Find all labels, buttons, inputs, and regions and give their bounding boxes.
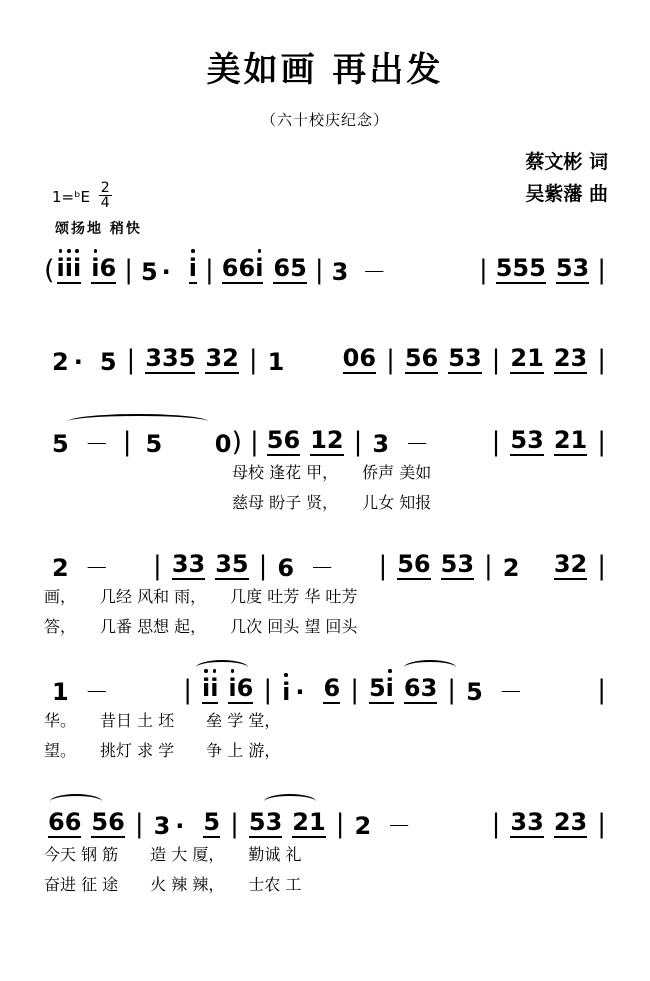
- barline: |: [122, 427, 132, 457]
- lyric-verse-2: 答， 几番 思想 起， 几次 回头 望 回头: [44, 616, 358, 636]
- note-group: 3: [265, 808, 283, 836]
- lyric-verse-1: 母校 逢花 甲， 侨声 美如: [232, 462, 432, 482]
- note-group: 2: [292, 808, 309, 836]
- note-group: 2: [553, 426, 571, 454]
- barline: |: [378, 551, 388, 581]
- note-group: 0: [342, 344, 360, 372]
- slur: [404, 660, 456, 675]
- note-group: 1: [527, 344, 544, 372]
- note-group: 6: [64, 808, 82, 836]
- phrase-open-paren: (: [44, 255, 55, 286]
- barline: |: [314, 255, 324, 285]
- barline: |: [250, 427, 259, 457]
- note-group: i: [64, 254, 74, 282]
- system-5: [0, 660, 650, 764]
- barline: |: [597, 551, 606, 581]
- page-subtitle: （六十校庆纪念）: [260, 111, 389, 129]
- system-2: [0, 330, 650, 374]
- note-group: i: [56, 254, 65, 282]
- note-group: 5: [448, 344, 465, 372]
- note-group: 3: [457, 550, 475, 578]
- note-group: 5: [397, 550, 414, 578]
- note: 3: [153, 812, 171, 840]
- note-group: 2: [222, 344, 239, 372]
- note-group: 2: [326, 426, 344, 454]
- barline: |: [124, 255, 133, 285]
- note-group: 5: [178, 344, 196, 372]
- note-group: 3: [527, 426, 544, 454]
- note-group: 2: [510, 344, 528, 372]
- note: 2: [52, 348, 69, 376]
- barline: |: [597, 809, 606, 839]
- system-2-notes: [0, 330, 650, 374]
- barline: |: [491, 809, 501, 839]
- note-group: 5: [266, 426, 284, 454]
- barline: |: [230, 809, 239, 839]
- sustain-dash: －: [362, 258, 387, 286]
- note-group: 5: [510, 426, 528, 454]
- note: 1: [267, 348, 285, 376]
- note-group: 5: [404, 344, 422, 372]
- slur: [196, 660, 248, 675]
- sustain-dash: －: [387, 812, 412, 840]
- lyric-line: [0, 868, 650, 898]
- lyric-line: [0, 456, 650, 486]
- barline: |: [263, 675, 273, 705]
- lyric-line: [0, 580, 650, 610]
- sheet-music-page: [0, 42, 650, 981]
- lyric-line: [0, 838, 650, 868]
- barline: |: [491, 427, 501, 457]
- augmentation-dot: ·: [175, 812, 185, 840]
- note-group: 3: [570, 344, 588, 372]
- note-group: i: [255, 254, 264, 282]
- note-group: 6: [421, 344, 439, 372]
- note-group: 2: [570, 550, 588, 578]
- barline: |: [183, 675, 192, 705]
- sustain-dash: －: [84, 430, 109, 458]
- note-group: 6: [221, 254, 239, 282]
- note-group: i: [91, 254, 100, 282]
- note-group: 3: [162, 344, 179, 372]
- barline: |: [597, 427, 606, 457]
- barline: |: [447, 675, 457, 705]
- note-group: 5: [248, 808, 266, 836]
- note-group: 5: [529, 254, 546, 282]
- note-group: 6: [238, 254, 256, 282]
- barline: |: [597, 345, 606, 375]
- lyric-line: [0, 734, 650, 764]
- lyric-line: [0, 610, 650, 640]
- note-group: 3: [145, 344, 162, 372]
- time-signature-numerator: 2: [100, 180, 110, 196]
- barline: |: [597, 675, 607, 705]
- note-group: 6: [413, 550, 431, 578]
- barline: |: [350, 675, 359, 705]
- note-group: 5: [91, 808, 109, 836]
- lyric-verse-2: 慈母 盼子 贤， 儿女 知报: [232, 492, 432, 512]
- note-group: 3: [420, 674, 438, 702]
- barline: |: [205, 255, 214, 285]
- system-3-notes: [0, 412, 650, 456]
- note: 3: [331, 258, 349, 286]
- tempo-marking: 颂扬地 稍快: [55, 221, 142, 237]
- note-group: 3: [527, 808, 544, 836]
- lyric-verse-1: 今天 钢 筋 造 大 厦， 勤诚 礼: [44, 844, 302, 864]
- note-group: 3: [188, 550, 206, 578]
- composer-credit: 吴紫藩 曲: [525, 183, 608, 206]
- note-group: 2: [553, 344, 571, 372]
- note-group: 5: [495, 254, 513, 282]
- note: 5: [203, 808, 221, 836]
- barline: |: [335, 809, 345, 839]
- lyric-line: [0, 486, 650, 516]
- barline: |: [153, 551, 162, 581]
- lyric-verse-2: 奋进 征 途 火 辣 辣， 士农 工: [44, 874, 302, 894]
- note: i: [282, 678, 291, 706]
- barline: |: [491, 345, 501, 375]
- system-4: [0, 536, 650, 640]
- note-group: 5: [512, 254, 530, 282]
- sustain-dash: －: [310, 554, 335, 582]
- note-group: i: [228, 674, 237, 702]
- augmentation-dot: ·: [295, 678, 305, 706]
- note-group: 6: [236, 674, 254, 702]
- note-group: i: [385, 674, 394, 702]
- note: i: [188, 254, 198, 282]
- note: 5: [52, 430, 69, 458]
- lyricist-credit: 蔡文彬 词: [525, 151, 608, 173]
- barline: |: [126, 345, 136, 375]
- note: 2: [52, 554, 69, 582]
- sustain-dash: －: [498, 678, 523, 706]
- barline: |: [134, 809, 144, 839]
- time-signature-denominator: 4: [100, 195, 110, 211]
- note-group: 6: [403, 674, 421, 702]
- note-group: 3: [171, 550, 189, 578]
- barline: |: [597, 255, 606, 285]
- credits: [525, 146, 608, 211]
- note: 2: [354, 812, 372, 840]
- note: 3: [372, 430, 390, 458]
- note-group: 1: [570, 426, 588, 454]
- note-group: 3: [205, 344, 223, 372]
- note-group: 3: [464, 344, 482, 372]
- note: 6: [277, 554, 295, 582]
- page-title: 美如画 再出发: [206, 50, 444, 90]
- time-signature: [99, 181, 112, 210]
- note-group: 6: [108, 808, 125, 836]
- note-group: i: [201, 674, 211, 702]
- note-group: 6: [48, 808, 65, 836]
- note-group: 1: [308, 808, 326, 836]
- note: 2: [502, 554, 520, 582]
- note-group: 3: [510, 808, 528, 836]
- augmentation-dot: ·: [161, 258, 171, 286]
- lyric-verse-2: 望。 挑灯 求 学 争 上 游，: [44, 740, 281, 760]
- note-group: 6: [283, 426, 301, 454]
- note: 5: [140, 258, 158, 286]
- lyric-verse-1: 华。 昔日 土 坯 垒 学 堂，: [44, 710, 281, 730]
- note-group: 5: [368, 674, 386, 702]
- note-group: 2: [553, 808, 571, 836]
- system-6: [0, 794, 650, 898]
- note: 5: [99, 348, 117, 376]
- system-4-notes: [0, 536, 650, 580]
- barline: |: [484, 551, 493, 581]
- augmentation-dot: ·: [73, 348, 83, 376]
- note-group: 6: [99, 254, 117, 282]
- barline: |: [386, 345, 395, 375]
- note-group: 6: [359, 344, 377, 372]
- note: 5: [466, 678, 483, 706]
- note-group: 5: [231, 550, 249, 578]
- note-group: 5: [440, 550, 458, 578]
- phrase-close-paren: ): [231, 427, 243, 458]
- note-group: i: [73, 254, 82, 282]
- barline: |: [353, 427, 363, 457]
- note: 6: [323, 674, 341, 702]
- system-5-notes: [0, 660, 650, 704]
- barline: |: [258, 551, 268, 581]
- barline: |: [478, 255, 488, 285]
- lyric-line: [0, 704, 650, 734]
- slur: [264, 794, 316, 809]
- sustain-dash: －: [405, 430, 430, 458]
- barline: |: [248, 345, 258, 375]
- system-1: [0, 240, 650, 284]
- slur: [68, 414, 208, 429]
- note-group: 3: [553, 550, 571, 578]
- note-group: 5: [290, 254, 307, 282]
- key-signature: 1=ᵇE: [52, 187, 91, 206]
- note: 5: [145, 430, 163, 458]
- system-3: [0, 412, 650, 516]
- system-1-notes: [0, 240, 650, 284]
- note: 1: [52, 678, 69, 706]
- sustain-dash: －: [84, 554, 109, 582]
- sustain-dash: －: [84, 678, 109, 706]
- note-group: 5: [555, 254, 573, 282]
- rest: 0: [214, 430, 232, 458]
- slur: [50, 794, 102, 809]
- system-6-notes: [0, 794, 650, 838]
- note-group: i: [210, 674, 219, 702]
- note-group: 3: [572, 254, 590, 282]
- note-group: 6: [273, 254, 291, 282]
- lyric-verse-1: 画， 几经 风和 雨， 几度 吐芳 华 吐芳: [44, 586, 358, 606]
- note-group: 1: [310, 426, 327, 454]
- key-signature-block: [52, 182, 112, 211]
- note-group: 3: [215, 550, 232, 578]
- note-group: 3: [570, 808, 588, 836]
